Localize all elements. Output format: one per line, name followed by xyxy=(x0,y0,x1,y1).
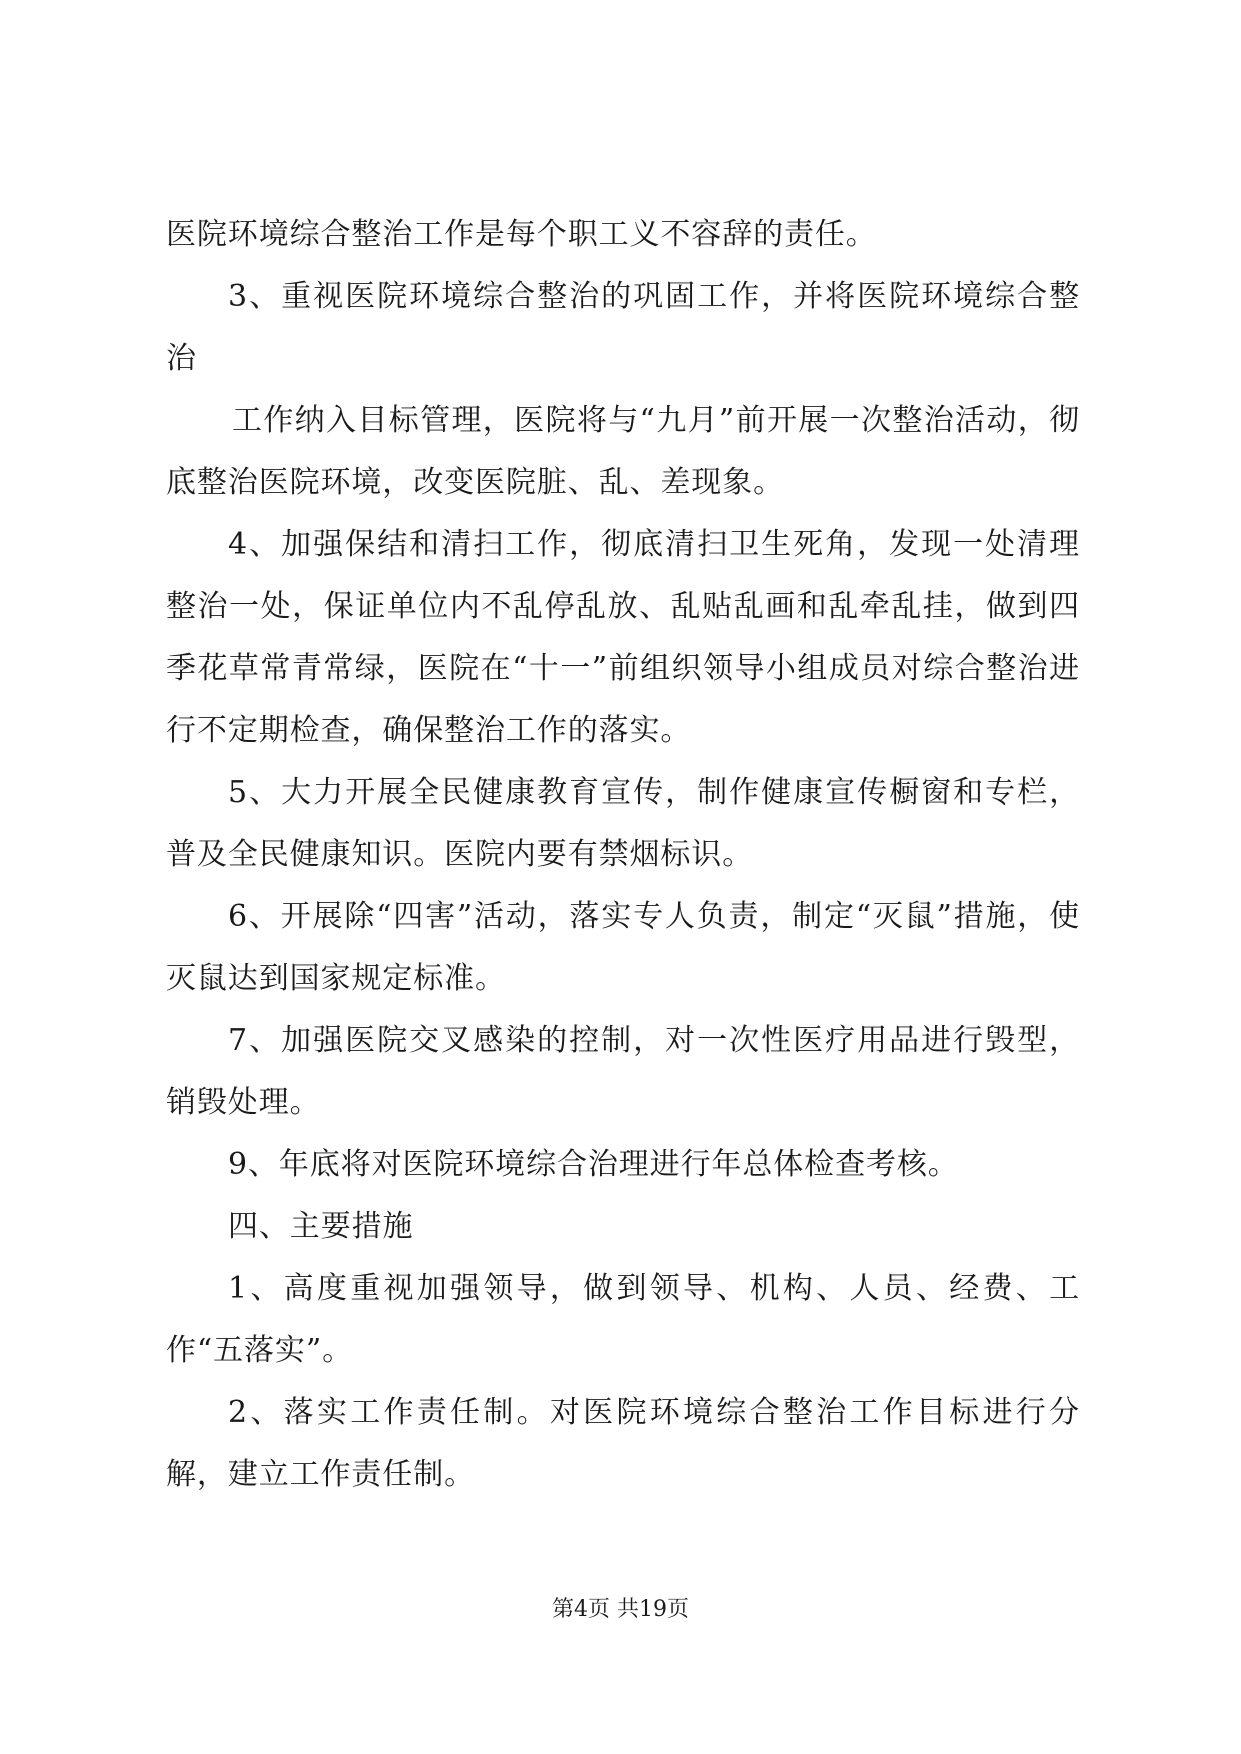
document-body xyxy=(166,204,1080,1506)
paragraph-item-5: 5、大力开展全民健康教育宣传，制作健康宣传橱窗和专栏，普及全民健康知识。医院内要有禁烟标识。 xyxy=(166,775,1080,872)
paragraph-continuation: 医院环境综合整治工作是每个职工义不容辞的责任。 xyxy=(166,217,877,252)
paragraph-measure-1: 1、高度重视加强领导，做到领导、机构、人员、经费、工作“五落实”。 xyxy=(166,1271,1080,1368)
paragraph-item-6: 6、开展除“四害”活动，落实专人负责，制定“灭鼠”措施，使灭鼠达到国家规定标准。 xyxy=(166,899,1080,996)
paragraph-item-4: 4、加强保结和清扫工作，彻底清扫卫生死角，发现一处清理整治一处，保证单位内不乱停乱放、乱贴乱画和乱牵乱挂，做到四季花草常青常绿，医院在“十一”前组织领导小组成员对综合整治进行不定期检查，确保整治工作的落实。 xyxy=(166,527,1080,748)
paragraph-item-3: 3、重视医院环境综合整治的巩固工作，并将医院环境综合整治 xyxy=(166,279,1080,376)
paragraph-item-3-continued: 工作纳入目标管理，医院将与“九月”前开展一次整治活动，彻底整治医院环境，改变医院脏、乱、差现象。 xyxy=(166,403,1080,500)
paragraph-measure-2: 2、落实工作责任制。对医院环境综合整治工作目标进行分解，建立工作责任制。 xyxy=(166,1395,1080,1492)
section-heading-main-measures: 四、主要措施 xyxy=(228,1209,414,1244)
paragraph-item-9: 9、年底将对医院环境综合治理进行年总体检查考核。 xyxy=(228,1147,959,1182)
paragraph-item-7: 7、加强医院交叉感染的控制，对一次性医疗用品进行毁型，销毁处理。 xyxy=(166,1023,1080,1120)
page-number-footer: 第4页 共19页 xyxy=(552,1597,689,1622)
